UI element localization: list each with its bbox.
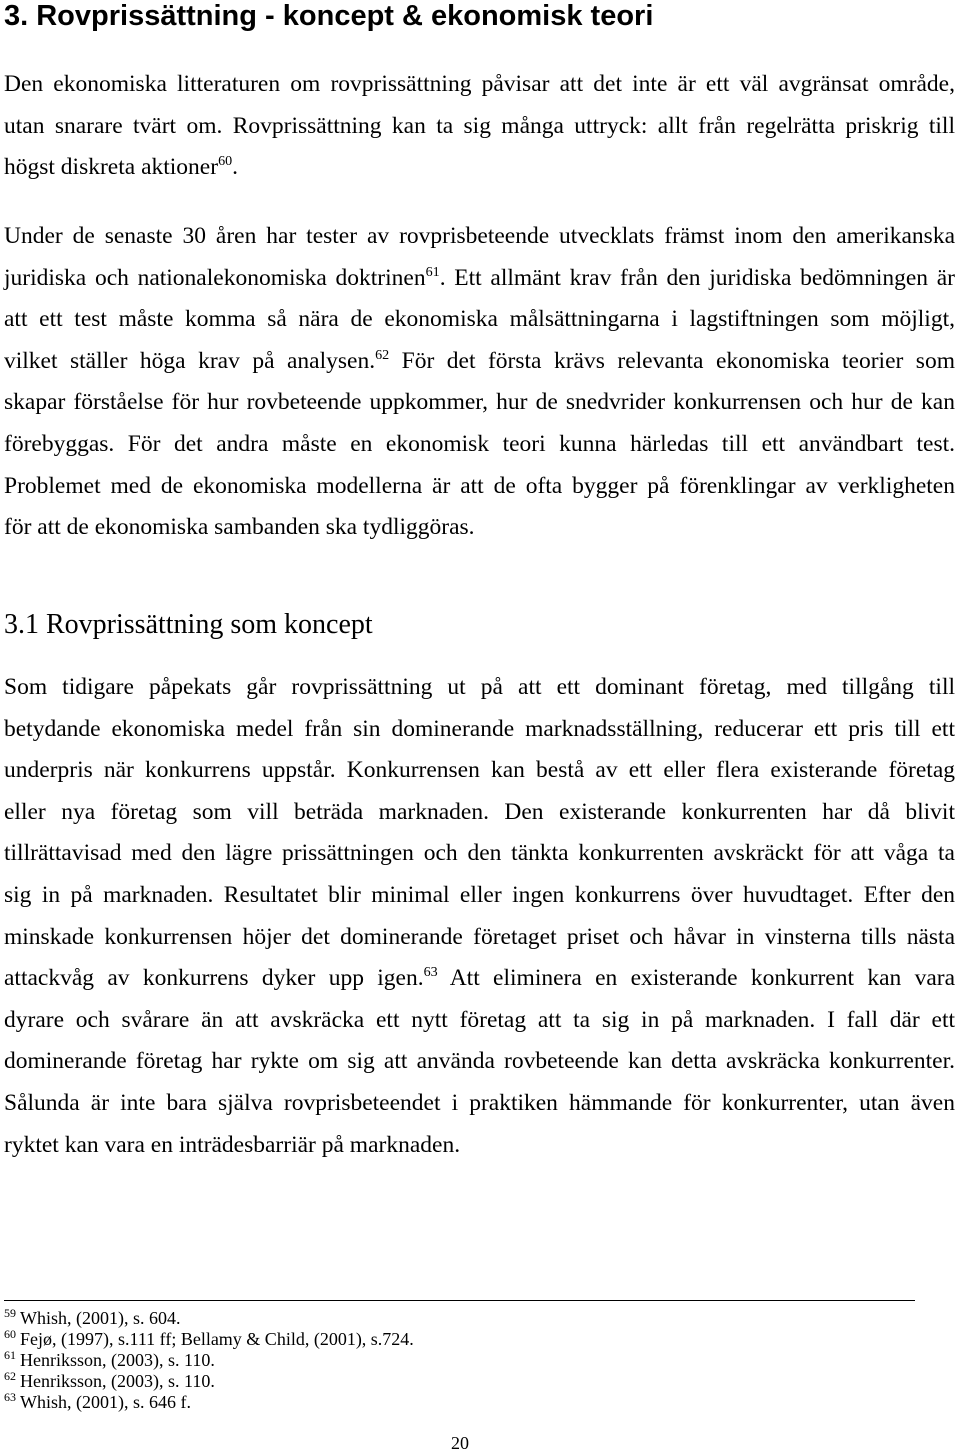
text-line (4, 958, 955, 1000)
text-line: sig in på marknaden. Resultatet blir minimal eller ingen konkurrens över huvudtaget. Efter den (4, 881, 955, 908)
footnote-text: Henriksson, (2003), s. 110. (20, 1371, 215, 1391)
line-text: högst diskreta aktioner (4, 154, 219, 181)
footnote-text: Fejø, (1997), s.111 ff; Bellamy & Child, (2001), s.724. (20, 1329, 414, 1349)
text-line: tillrättavisad med den lägre prissättningen och den tänkta konkurrenten avskräckt för att våga ta (4, 840, 955, 867)
paragraph (4, 667, 955, 1166)
line-text: . (232, 154, 239, 181)
text-line: underpris när konkurrens uppstår. Konkurrensen kan bestå av ett eller flera existerande företag (4, 757, 955, 784)
text-line: Sålunda är inte bara själva rovprisbeteendet i praktiken hämmande för konkurrenter, utan även (4, 1089, 955, 1116)
footnote-ref: 62 (375, 346, 390, 363)
footnote-number: 60 (4, 1327, 16, 1341)
footnote-separator (4, 1300, 915, 1301)
footnote-text: Henriksson, (2003), s. 110. (20, 1350, 215, 1370)
text-line: minskade konkurrensen höjer det dominerande företaget priset och håvar in vinsterna tills nästa (4, 923, 955, 950)
footnote-number: 61 (4, 1348, 16, 1362)
text-line (4, 258, 955, 300)
text-line: att ett test måste komma så nära de ekonomiska målsättningarna i lagstiftningen som möjligt, (4, 306, 955, 333)
footnote (4, 1371, 414, 1392)
line-text: Att eliminera en existerande konkurrent kan vara (437, 965, 955, 992)
text-line: Den ekonomiska litteraturen om rovprissättning påvisar att det inte är ett väl avgränsat område, (4, 71, 955, 97)
text-line: skapar förståelse för hur rovbeteende uppkommer, hur de snedvrider konkurrensen och hur de kan (4, 389, 955, 416)
line-text: . Ett allmänt krav från den juridiska bedömningen är (439, 264, 956, 291)
line-text: vilket ställer höga krav på analysen. (4, 347, 376, 374)
section-title: 3.1 Rovprissättning som koncept (4, 609, 373, 640)
text-line: Problemet med de ekonomiska modellerna är att de ofta bygger på förenklingar av verkligheten (4, 472, 955, 499)
footnote-ref: 60 (218, 153, 233, 170)
footnote-number: 63 (4, 1390, 16, 1404)
line-text: attackvåg av konkurrens dyker upp igen. (4, 965, 424, 992)
text-line: betydande ekonomiska medel från sin dominerande marknadsställning, reducerar ett pris till ett (4, 715, 955, 742)
footnote-text: Whish, (2001), s. 646 f. (20, 1392, 191, 1412)
footnote-number: 62 (4, 1369, 16, 1383)
text-line: utan snarare tvärt om. Rovprissättning kan ta sig många uttryck: allt från regelrätta priskrig till (4, 112, 955, 139)
footnote-text: Whish, (2001), s. 604. (20, 1308, 181, 1328)
text-line: Under de senaste 30 åren har tester av rovprisbeteende utvecklats främst inom den amerikanska (4, 223, 955, 249)
footnote (4, 1308, 414, 1329)
footnote (4, 1392, 414, 1413)
footnotes (4, 1308, 414, 1413)
text-line (4, 147, 955, 189)
text-line: dyrare och svårare än att avskräcka ett nytt företag att ta sig in på marknaden. I fall där ett (4, 1006, 955, 1033)
footnote-number: 59 (4, 1306, 16, 1320)
footnote (4, 1329, 414, 1350)
text-line: för att de ekonomiska sambanden ska tydliggöras. (4, 514, 475, 541)
paragraph (4, 216, 955, 549)
footnote (4, 1350, 414, 1371)
paragraph (4, 64, 955, 189)
line-text: juridiska och nationalekonomiska doktrinen (4, 264, 426, 291)
text-line: eller nya företag som vill beträda marknaden. Den existerande konkurrenten har då blivit (4, 798, 955, 825)
text-line: förebyggas. För det andra måste en ekonomisk teori kunna härledas till ett användbart test. (4, 430, 955, 457)
page-number: 20 (451, 1433, 469, 1453)
text-line: Som tidigare påpekats går rovprissättning ut på att ett dominant företag, med tillgång till (4, 674, 955, 700)
line-text: För det första krävs relevanta ekonomiska teorier som (389, 347, 955, 374)
chapter-title: 3. Rovprissättning - koncept & ekonomisk teori (4, 0, 654, 32)
text-line (4, 341, 955, 383)
footnote-ref: 61 (425, 263, 440, 280)
text-line: ryktet kan vara en inträdesbarriär på marknaden. (4, 1131, 461, 1158)
text-line: dominerande företag har rykte om sig att använda rovbeteende kan detta avskräcka konkurrenter. (4, 1048, 955, 1075)
footnote-ref: 63 (423, 964, 438, 981)
